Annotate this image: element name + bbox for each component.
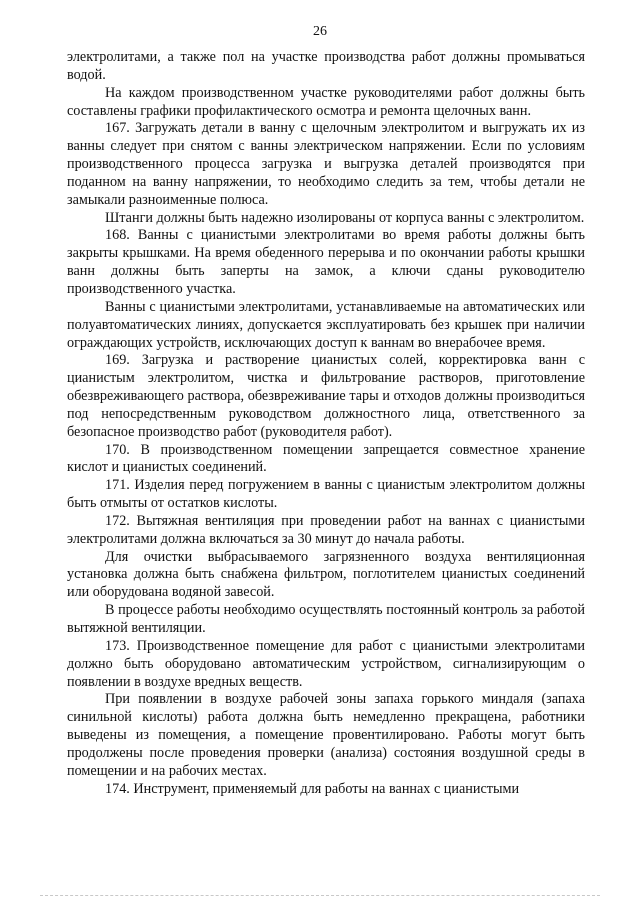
- paragraph-rods-insulation: Штанги должны быть надежно изолированы от корпуса ванны с электролитом.: [105, 209, 585, 226]
- paragraph-173: 173. Производственное помещение для работ с цианистыми электролитами должно быть оборудовано автоматическим устройством, сигнализирующим о появлении в воздухе вредных веществ.: [67, 637, 585, 690]
- paragraph-167: 167. Загружать детали в ванну с щелочным электролитом и выгружать их из ванны следует при снятом с ванны электрическом напряжении. Если по условиям производственного процесса загрузка и выгрузка деталей производятся при поданном на ванну напряжении, то необходимо следить за тем, чтобы детали не замыкали разноименные полюса.: [67, 120, 585, 208]
- paragraph-continuation: электролитами, а также пол на участке производства работ должны промываться водой.: [67, 49, 585, 83]
- paragraph-automatic-lines: Ванны с цианистыми электролитами, устанавливаемые на автоматических или полуавтоматических линиях, допускается эксплуатировать без крышек при наличии ограждающих устройств, исключающих доступ к ваннам во внерабочее время.: [67, 298, 585, 351]
- paragraph-170: 170. В производственном помещении запрещается совместное хранение кислот и цианистых соединений.: [67, 441, 585, 476]
- paragraph-172: 172. Вытяжная вентиляция при проведении работ на ваннах с цианистыми электролитами должна включаться за 30 минут до начала работы.: [67, 512, 585, 547]
- paragraph-174: 174. Инструмент, применяемый для работы на ваннах с цианистыми: [105, 780, 520, 797]
- paragraph-168: 168. Ванны с цианистыми электролитами во время работы должны быть закрыты крышками. На время обеденного перерыва и по окончании работы крышки ванн должны быть заперты на замок, а ключи сданы руководителю производственного участка.: [67, 227, 585, 297]
- paragraph-ventilation-control: В процессе работы необходимо осуществлять постоянный контроль за работой вытяжной вентиляции.: [67, 602, 585, 636]
- page-number: 26: [313, 24, 327, 39]
- document-body: [67, 49, 585, 798]
- paragraph-bitter-almond: При появлении в воздухе рабочей зоны запаха горького миндаля (запаха синильной кислоты) работа должна быть немедленно прекращена, работники выведены из помещения, а помещение провентилировано. Работы могут быть продолжены после проведения проверки (анализа) состояния воздушной среды в помещении и на рабочих местах.: [67, 691, 585, 779]
- paragraph-171: 171. Изделия перед погружением в ванны с цианистым электролитом должны быть отмыты от остатков кислоты.: [67, 477, 585, 512]
- scan-edge-divider: [40, 895, 600, 896]
- paragraph-ventilation-filter: Для очистки выбрасываемого загрязненного воздуха вентиляционная установка должна быть снабжена фильтром, поглотителем цианистых соединений или оборудована водяной завесой.: [67, 548, 585, 601]
- paragraph-alkaline-bath-schedule: На каждом производственном участке руководителями работ должны быть составлены графики профилактического осмотра и ремонта щелочных ванн.: [67, 84, 585, 119]
- paragraph-169: 169. Загрузка и растворение цианистых солей, корректировка ванн с цианистым электролитом, чистка и фильтрование растворов, приготовление обезвреживающего раствора, обезвреживание тары и отходов должны производиться под непосредственным руководством должностного лица, ответственного за безопасное производство работ (руководителя работ).: [67, 352, 585, 440]
